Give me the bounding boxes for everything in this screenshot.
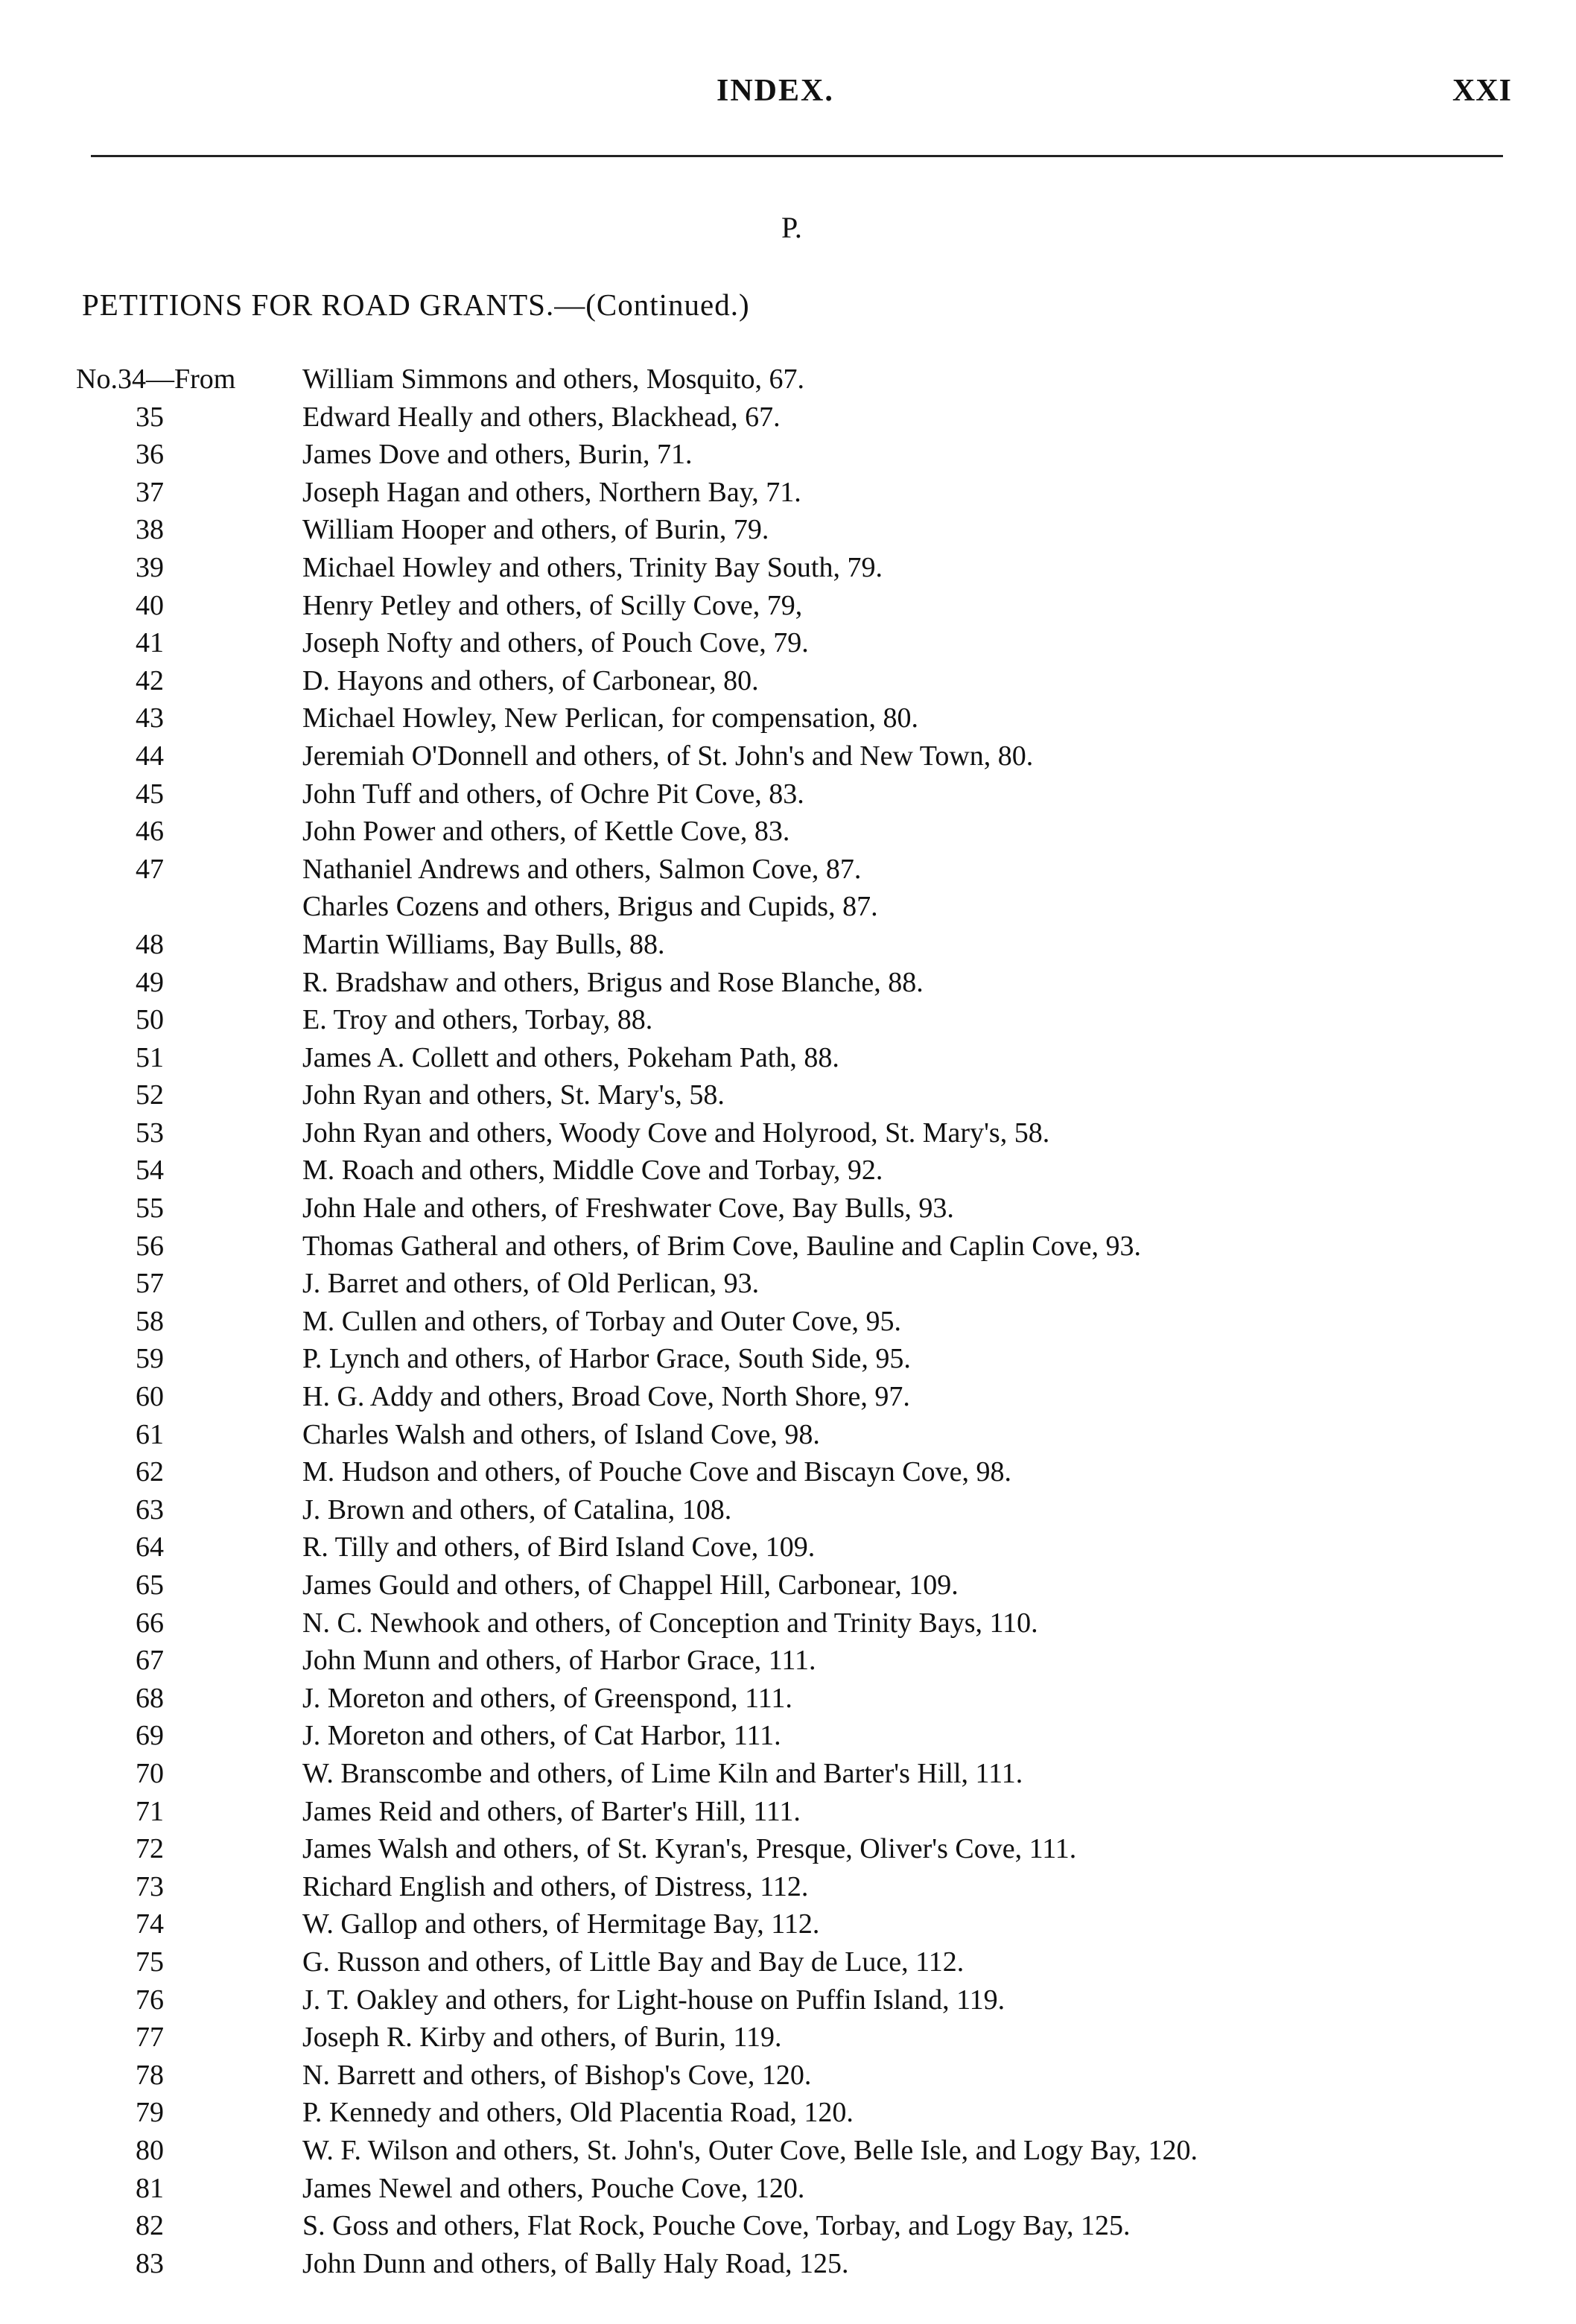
petition-number: 71 [136, 1795, 164, 1827]
list-item [0, 1566, 1576, 1604]
list-item [0, 1416, 1576, 1454]
petition-number: 63 [136, 1493, 164, 1525]
petition-number: 79 [136, 2097, 164, 2129]
petition-number: 64 [136, 1531, 164, 1563]
petition-text: Joseph R. Kirby and others, of Burin, 119. [302, 2022, 782, 2054]
petition-text: John Hale and others, of Freshwater Cove, Bay Bulls, 93. [302, 1193, 954, 1225]
petition-number: 58 [136, 1305, 164, 1337]
list-item [0, 1604, 1576, 1642]
petition-number: 49 [136, 966, 164, 998]
petition-number: 70 [136, 1757, 164, 1789]
petition-number: 52 [136, 1079, 164, 1111]
petition-text: M. Roach and others, Middle Cove and Torbay, 92. [302, 1155, 883, 1187]
petition-text: James Dove and others, Burin, 71. [302, 439, 693, 471]
petition-text: Joseph Nofty and others, of Pouch Cove, 79. [302, 627, 809, 659]
list-item [0, 1981, 1576, 2019]
petition-text: James Reid and others, of Barter's Hill, 111. [302, 1795, 801, 1827]
petition-number: 72 [136, 1833, 164, 1865]
petition-text: James Newel and others, Pouche Cove, 120. [302, 2172, 805, 2204]
list-item [0, 737, 1576, 775]
petition-number: No.34—From [76, 363, 236, 395]
petition-number: 57 [136, 1268, 164, 1300]
list-item [0, 1642, 1576, 1680]
petition-number: 56 [136, 1230, 164, 1262]
list-item [0, 2245, 1576, 2283]
petition-text: Richard English and others, of Distress, 112. [302, 1870, 809, 1902]
petition-number: 45 [136, 778, 164, 810]
petition-number: 42 [136, 664, 164, 696]
list-item [0, 1265, 1576, 1303]
petition-text: Charles Cozens and others, Brigus and Cupids, 87. [302, 891, 878, 923]
petition-text: W. Gallop and others, of Hermitage Bay, 112. [302, 1908, 820, 1940]
petition-text: William Hooper and others, of Burin, 79. [302, 514, 769, 546]
petition-text: J. T. Oakley and others, for Light-house on Puffin Island, 119. [302, 1984, 1005, 2016]
list-item [0, 2094, 1576, 2132]
petition-text: J. Moreton and others, of Cat Harbor, 111. [302, 1720, 781, 1752]
list-item [0, 1717, 1576, 1755]
list-item [0, 2132, 1576, 2170]
petition-number: 81 [136, 2172, 164, 2204]
petition-text: Martin Williams, Bay Bulls, 88. [302, 928, 665, 960]
list-item [0, 1228, 1576, 1266]
petition-text: John Power and others, of Kettle Cove, 83. [302, 816, 790, 848]
petition-number: 77 [136, 2022, 164, 2054]
list-item [0, 1830, 1576, 1868]
list-item [0, 2207, 1576, 2245]
list-item [0, 1190, 1576, 1228]
petition-number: 48 [136, 928, 164, 960]
list-item [0, 662, 1576, 700]
petition-number: 55 [136, 1193, 164, 1225]
petition-text: James Walsh and others, of St. Kyran's, Presque, Oliver's Cove, 111. [302, 1833, 1077, 1865]
petition-number: 80 [136, 2134, 164, 2166]
list-item [0, 511, 1576, 549]
petition-text: James Gould and others, of Chappel Hill, Carbonear, 109. [302, 1569, 959, 1601]
petition-number: 59 [136, 1343, 164, 1375]
petition-text: J. Brown and others, of Catalina, 108. [302, 1493, 732, 1525]
list-item [0, 1378, 1576, 1416]
petition-text: Michael Howley and others, Trinity Bay South, 79. [302, 551, 883, 583]
petition-number: 60 [136, 1381, 164, 1413]
petition-number: 47 [136, 853, 164, 885]
petition-text: M. Hudson and others, of Pouche Cove and Biscayn Cove, 98. [302, 1456, 1011, 1488]
petition-text: P. Kennedy and others, Old Placentia Road, 120. [302, 2097, 854, 2129]
petition-text: John Munn and others, of Harbor Grace, 111. [302, 1645, 816, 1677]
petition-number: 38 [136, 514, 164, 546]
petition-text: Thomas Gatheral and others, of Brim Cove, Bauline and Caplin Cove, 93. [302, 1230, 1142, 1262]
petition-number: 36 [136, 439, 164, 471]
petition-number: 43 [136, 702, 164, 734]
list-item [0, 1039, 1576, 1077]
list-item [0, 1905, 1576, 1943]
petition-number: 73 [136, 1870, 164, 1902]
petition-text: J. Barret and others, of Old Perlican, 93. [302, 1268, 760, 1300]
petition-text: M. Cullen and others, of Torbay and Outer Cove, 95. [302, 1305, 901, 1337]
petition-text: W. Branscombe and others, of Lime Kiln and Barter's Hill, 111. [302, 1757, 1023, 1789]
petition-number: 46 [136, 816, 164, 848]
list-item [0, 624, 1576, 662]
petition-text: N. C. Newhook and others, of Conception and Trinity Bays, 110. [302, 1607, 1038, 1639]
list-item [0, 2057, 1576, 2095]
list-item [0, 851, 1576, 889]
petition-text: N. Barrett and others, of Bishop's Cove, 120. [302, 2059, 812, 2091]
list-item [0, 474, 1576, 512]
petition-number: 74 [136, 1908, 164, 1940]
petition-text: H. G. Addy and others, Broad Cove, North Shore, 97. [302, 1381, 910, 1413]
list-item [0, 964, 1576, 1002]
list-item [0, 775, 1576, 813]
list-item [0, 1114, 1576, 1152]
list-item [0, 1453, 1576, 1491]
petition-text: Henry Petley and others, of Scilly Cove, 79, [302, 589, 803, 621]
petition-number: 66 [136, 1607, 164, 1639]
list-item [0, 1152, 1576, 1190]
petition-text: J. Moreton and others, of Greenspond, 111. [302, 1682, 792, 1714]
petition-list [0, 361, 1576, 2282]
petition-text: S. Goss and others, Flat Rock, Pouche Cove, Torbay, and Logy Bay, 125. [302, 2210, 1131, 2242]
petition-text: P. Lynch and others, of Harbor Grace, South Side, 95. [302, 1343, 911, 1375]
petition-text: D. Hayons and others, of Carbonear, 80. [302, 664, 759, 696]
list-item [0, 1491, 1576, 1529]
list-item [0, 888, 1576, 926]
petition-number: 83 [136, 2247, 164, 2279]
petition-text: Joseph Hagan and others, Northern Bay, 71. [302, 476, 801, 508]
petition-text: John Dunn and others, of Bally Haly Road, 125. [302, 2247, 849, 2279]
petition-number: 78 [136, 2059, 164, 2091]
list-item [0, 1076, 1576, 1114]
section-heading: PETITIONS FOR ROAD GRANTS.—(Continued.) [82, 288, 750, 322]
petition-number: 82 [136, 2210, 164, 2242]
petition-number: 35 [136, 401, 164, 433]
running-head-title: INDEX. [716, 74, 834, 108]
header-rule [91, 155, 1503, 157]
list-item [0, 1303, 1576, 1341]
petition-number: 69 [136, 1720, 164, 1752]
list-item [0, 399, 1576, 436]
petition-number: 68 [136, 1682, 164, 1714]
list-item [0, 1680, 1576, 1718]
petition-number: 40 [136, 589, 164, 621]
list-item [0, 813, 1576, 851]
petition-text: Nathaniel Andrews and others, Salmon Cove, 87. [302, 853, 862, 885]
petition-text: W. F. Wilson and others, St. John's, Outer Cove, Belle Isle, and Logy Bay, 120. [302, 2134, 1198, 2166]
petition-number: 50 [136, 1004, 164, 1036]
list-item [0, 699, 1576, 737]
petition-text: R. Bradshaw and others, Brigus and Rose Blanche, 88. [302, 966, 924, 998]
petition-number: 41 [136, 627, 164, 659]
list-item [0, 1340, 1576, 1378]
petition-number: 51 [136, 1041, 164, 1073]
petition-text: Edward Heally and others, Blackhead, 67. [302, 401, 781, 433]
petition-text: John Tuff and others, of Ochre Pit Cove, 83. [302, 778, 804, 810]
petition-number: 61 [136, 1418, 164, 1450]
petition-text: John Ryan and others, St. Mary's, 58. [302, 1079, 725, 1111]
list-item [0, 549, 1576, 587]
petition-text: Michael Howley, New Perlican, for compensation, 80. [302, 702, 918, 734]
petition-text: E. Troy and others, Torbay, 88. [302, 1004, 653, 1036]
petition-number: 39 [136, 551, 164, 583]
list-item [0, 361, 1576, 399]
petition-number: 76 [136, 1984, 164, 2016]
list-item [0, 1001, 1576, 1039]
page-number: XXI [1452, 74, 1513, 108]
list-item [0, 2019, 1576, 2057]
list-item [0, 1793, 1576, 1831]
petition-text: G. Russon and others, of Little Bay and Bay de Luce, 112. [302, 1946, 965, 1978]
section-letter: P. [781, 211, 802, 244]
petition-number: 44 [136, 740, 164, 772]
list-item [0, 436, 1576, 474]
petition-text: R. Tilly and others, of Bird Island Cove, 109. [302, 1531, 816, 1563]
petition-text: Jeremiah O'Donnell and others, of St. John's and New Town, 80. [302, 740, 1034, 772]
petition-text: Charles Walsh and others, of Island Cove, 98. [302, 1418, 820, 1450]
petition-number: 67 [136, 1645, 164, 1677]
petition-number: 54 [136, 1155, 164, 1187]
list-item [0, 587, 1576, 625]
petition-number: 65 [136, 1569, 164, 1601]
list-item [0, 1755, 1576, 1793]
petition-number: 75 [136, 1946, 164, 1978]
list-item [0, 1943, 1576, 1981]
petition-number: 37 [136, 476, 164, 508]
petition-text: John Ryan and others, Woody Cove and Holyrood, St. Mary's, 58. [302, 1117, 1050, 1149]
list-item [0, 1868, 1576, 1906]
petition-number: 62 [136, 1456, 164, 1488]
petition-number: 53 [136, 1117, 164, 1149]
list-item [0, 926, 1576, 964]
petition-text: William Simmons and others, Mosquito, 67. [302, 363, 805, 395]
petition-text: James A. Collett and others, Pokeham Path, 88. [302, 1041, 839, 1073]
list-item [0, 1528, 1576, 1566]
list-item [0, 2170, 1576, 2208]
